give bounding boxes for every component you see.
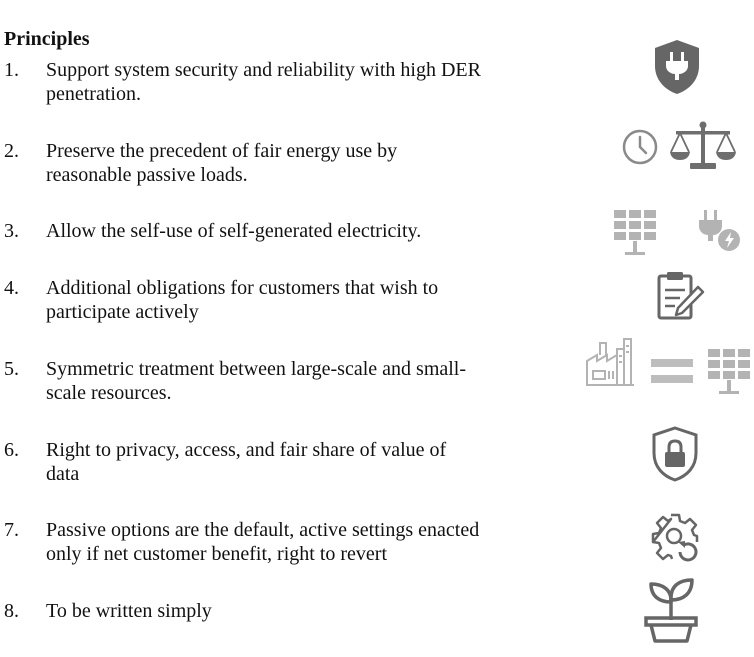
- item-number: 8.: [4, 600, 19, 622]
- item-text-line: Right to privacy, access, and fair share of value of: [46, 439, 447, 461]
- item-number: 4.: [4, 277, 19, 299]
- plant-pot-icon: [643, 578, 699, 644]
- factory-icon: [584, 335, 636, 387]
- item-number: 1.: [4, 59, 19, 81]
- item-text-line: To be written simply: [46, 600, 212, 622]
- item-text: [46, 438, 546, 486]
- item-text-line: data: [46, 463, 80, 485]
- clipboard-pen-icon: [656, 270, 706, 322]
- shield-lock-icon: [650, 425, 700, 483]
- item-number: 7.: [4, 519, 19, 541]
- item-text: [46, 219, 546, 243]
- equals-icon: [650, 357, 694, 385]
- item-text-line: Additional obligations for customers that wish to: [46, 277, 439, 299]
- item-text-line: Support system security and reliability with high DER: [46, 59, 481, 81]
- item-text-line: penetration.: [46, 83, 141, 105]
- item-text-line: Preserve the precedent of fair energy use by: [46, 140, 398, 162]
- page-title: Principles: [4, 28, 90, 50]
- item-text-line: Allow the self-use of self-generated electricity.: [46, 220, 422, 242]
- item-text: [46, 599, 546, 623]
- shield-plug-icon: [652, 38, 702, 96]
- item-text-line: Passive options are the default, active settings enacted: [46, 519, 480, 541]
- gear-refresh-icon: [650, 512, 700, 562]
- solar-panel-icon: [612, 208, 658, 258]
- item-text-line: reasonable passive loads.: [46, 164, 248, 186]
- item-number: 2.: [4, 140, 19, 162]
- item-text: [46, 276, 546, 324]
- item-text: [46, 58, 546, 106]
- solar-panel-icon: [706, 347, 752, 397]
- item-text: [46, 357, 546, 405]
- item-text: [46, 518, 546, 566]
- item-number: 5.: [4, 358, 19, 380]
- item-text-line: Symmetric treatment between large-scale and small-: [46, 358, 467, 380]
- item-number: 6.: [4, 439, 19, 461]
- item-text: [46, 139, 546, 187]
- item-text-line: scale resources.: [46, 382, 172, 404]
- item-text-line: participate actively: [46, 301, 199, 323]
- plug-lightning-icon: [696, 208, 742, 254]
- clock-icon: [621, 128, 659, 166]
- item-number: 3.: [4, 220, 19, 242]
- scale-icon: [668, 120, 738, 172]
- item-text-line: only if net customer benefit, right to revert: [46, 543, 388, 565]
